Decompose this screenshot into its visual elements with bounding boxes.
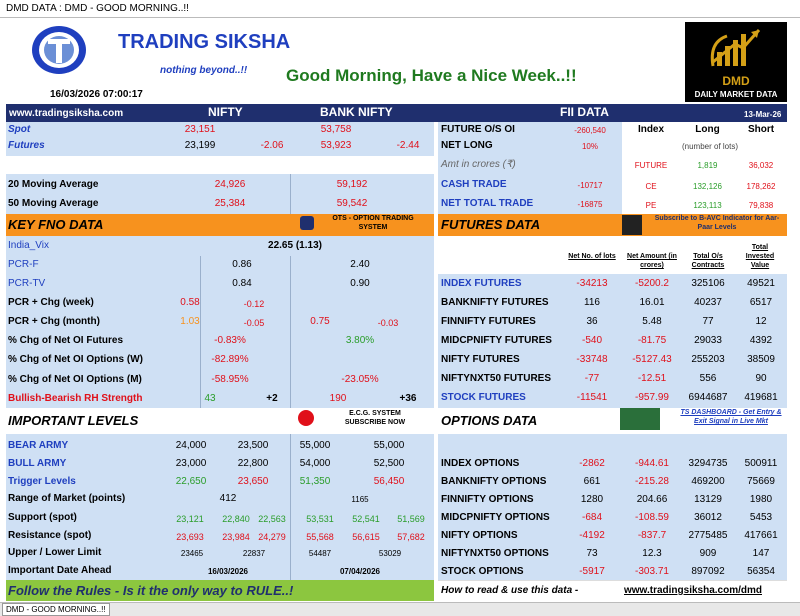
row-total-invested: 419681 [744, 392, 778, 403]
range-nifty: 412 [219, 493, 237, 504]
row-total-invested: 5453 [749, 512, 773, 523]
resistance-bank-3: 57,682 [397, 532, 425, 542]
row-net-lots: -11541 [576, 392, 608, 403]
greeting: Good Morning, Have a Nice Week..!! [286, 66, 577, 85]
long-col-header: Long [695, 124, 720, 135]
resistance-nifty-2: 23,984 [222, 532, 250, 542]
pcr-month-nifty: 1.03 [180, 316, 200, 327]
datetime: 16/03/2026 07:00:17 [50, 89, 143, 100]
fut-oi-value: -260,540 [574, 126, 606, 135]
row-total-invested: 147 [752, 548, 770, 559]
row-total-contracts: 77 [702, 316, 714, 327]
bull-army-label: BULL ARMY [8, 458, 67, 469]
fii-header: FII DATA [560, 105, 609, 119]
row-net-amount: -837.7 [637, 530, 667, 541]
index-row-long: 123,113 [693, 201, 722, 210]
row-net-lots: -77 [584, 373, 600, 384]
bear-nifty-1: 24,000 [175, 440, 207, 451]
row-net-amount: -944.61 [635, 458, 669, 469]
amt-note: Amt in crores (₹) [441, 159, 516, 170]
cash-trade-value: -10717 [577, 181, 603, 190]
spot-label: Spot [8, 124, 31, 135]
rh-banknifty-chg: +36 [399, 393, 417, 404]
row-total-contracts: 556 [699, 373, 717, 384]
row-net-lots: -2862 [579, 458, 605, 469]
row-total-invested: 6517 [749, 297, 773, 308]
bull-bank-2: 52,500 [373, 458, 405, 469]
ts-dashboard-icon [620, 408, 660, 430]
options-row-name: NIFTY OPTIONS [441, 530, 518, 541]
index-row-name: FUTURE [634, 161, 668, 170]
support-nifty-1: 23,121 [176, 514, 204, 524]
bavc-link[interactable]: Subscribe to B-AVC Indicator for Aar-Paar Levels [654, 215, 780, 231]
ma20-nifty: 24,926 [214, 179, 246, 190]
index-col-header: Index [637, 124, 665, 135]
row-total-contracts: 29033 [694, 335, 722, 346]
futures-row-name: STOCK FUTURES [441, 392, 526, 403]
row-net-amount: 204.66 [636, 494, 668, 505]
date-label: Important Date Ahead [8, 565, 112, 576]
dmd-footer-link[interactable]: www.tradingsiksha.com/dmd [624, 585, 762, 596]
futures-banknifty-chg: -2.44 [396, 140, 420, 151]
ma50-banknifty: 59,542 [336, 198, 368, 209]
index-row-name: CE [645, 182, 657, 191]
options-row-name: MIDCPNIFTY OPTIONS [441, 512, 550, 523]
pcr-week-nifty: 0.58 [180, 297, 200, 308]
bear-bank-2: 55,000 [373, 440, 405, 451]
oi-fut-nifty: -0.83% [214, 335, 246, 346]
oi-fut-banknifty: 3.80% [345, 335, 375, 346]
date-banknifty: 07/04/2026 [339, 567, 381, 576]
futures-nifty-chg: -2.06 [260, 140, 284, 151]
row-net-amount: -5200.2 [635, 278, 669, 289]
dmd-logo [685, 22, 787, 102]
banknifty-header: BANK NIFTY [320, 105, 393, 119]
trigger-nifty-2: 23,650 [237, 476, 269, 487]
rh-nifty: 43 [204, 393, 216, 404]
bear-army-label: BEAR ARMY [8, 440, 69, 451]
pcr-month-label: PCR + Chg (month) [8, 316, 100, 327]
limit-nifty-upper: 23465 [180, 549, 204, 558]
range-label: Range of Market (points) [8, 493, 126, 504]
row-net-amount: -215.28 [635, 476, 669, 487]
trigger-bank-1: 51,350 [299, 476, 331, 487]
howto-text: How to read & use this data - [441, 585, 579, 596]
row-total-contracts: 897092 [691, 566, 725, 577]
pcr-week-nifty-chg: -0.12 [243, 299, 265, 309]
row-total-invested: 38509 [747, 354, 775, 365]
row-total-contracts: 13129 [694, 494, 722, 505]
row-total-contracts: 909 [699, 548, 717, 559]
ecg-icon [298, 410, 314, 426]
ots-link[interactable]: OTS - OPTION TRADING SYSTEM [332, 215, 414, 231]
nifty-header: NIFTY [208, 105, 243, 119]
row-net-lots: -4192 [579, 530, 605, 541]
spot-banknifty: 53,758 [320, 124, 352, 135]
row-total-contracts: 40237 [694, 297, 722, 308]
row-net-lots: -684 [581, 512, 602, 523]
row-net-amount: -5127.43 [632, 354, 672, 365]
net-long-label: NET LONG [441, 140, 493, 151]
row-net-amount: 16.01 [639, 297, 665, 308]
ma20-label: 20 Moving Average [8, 179, 99, 190]
row-net-lots: 661 [583, 476, 601, 487]
futures-label: Futures [8, 140, 45, 151]
vix-value: 22.65 (1.13) [268, 240, 322, 251]
row-total-invested: 4392 [749, 335, 773, 346]
row-total-contracts: 325106 [691, 278, 725, 289]
row-total-contracts: 6944687 [688, 392, 728, 403]
trigger-label: Trigger Levels [8, 476, 76, 487]
index-row-long: 1,819 [697, 161, 718, 170]
fut-oi-label: FUTURE O/S OI [441, 124, 515, 135]
index-row-short: 178,262 [746, 182, 776, 191]
index-row-long: 132,126 [693, 182, 722, 191]
pcrtv-label: PCR-TV [8, 278, 46, 289]
header-bar [6, 104, 787, 122]
ots-icon [300, 216, 314, 230]
fii-date: 13-Mar-26 [744, 110, 782, 119]
support-nifty-3: 22,563 [258, 514, 286, 524]
limit-label: Upper / Lower Limit [8, 547, 102, 558]
ma50-nifty: 25,384 [214, 198, 246, 209]
futures-row-name: INDEX FUTURES [441, 278, 522, 289]
row-total-invested: 1980 [749, 494, 773, 505]
row-total-invested: 417661 [744, 530, 778, 541]
support-bank-3: 51,569 [397, 514, 425, 524]
futures-row-name: FINNIFTY FUTURES [441, 316, 536, 327]
row-net-lots: -34213 [576, 278, 608, 289]
col-net-lots: Net No. of lots [568, 253, 616, 260]
futures-nifty: 23,199 [184, 140, 216, 151]
row-net-lots: 116 [584, 297, 600, 308]
bear-nifty-2: 23,500 [237, 440, 269, 451]
oi-optm-banknifty: -23.05% [341, 374, 379, 385]
brand-title: TRADING SIKSHA [118, 31, 291, 53]
key-fno-title: KEY FNO DATA [8, 217, 104, 232]
dmd-logo-text: DMD [722, 74, 750, 88]
spot-nifty: 23,151 [184, 124, 216, 135]
row-total-invested: 90 [755, 373, 767, 384]
short-col-header: Short [747, 124, 775, 135]
pcrtv-banknifty: 0.90 [350, 278, 370, 289]
row-net-lots: -5917 [579, 566, 605, 577]
limit-bank-lower: 53029 [378, 549, 402, 558]
lots-note: (number of lots) [681, 142, 739, 151]
row-net-lots: 73 [586, 548, 598, 559]
pcr-month-banknifty: 0.75 [310, 316, 330, 327]
rh-strength-label: Bullish-Bearish RH Strength [8, 393, 143, 404]
vix-label: India_Vix [8, 240, 49, 251]
ecg-link[interactable]: E.C.G. SYSTEM SUBSCRIBE NOW [344, 410, 406, 426]
row-total-invested: 56354 [747, 566, 775, 577]
bull-nifty-1: 23,000 [175, 458, 207, 469]
net-total-value: -16875 [577, 200, 603, 209]
row-total-invested: 500911 [744, 458, 778, 469]
futures-row-name: MIDCPNIFTY FUTURES [441, 335, 552, 346]
pcr-month-banknifty-chg: -0.03 [377, 318, 399, 328]
tagline: nothing beyond..!! [160, 65, 248, 76]
futures-row-name: NIFTY FUTURES [441, 354, 520, 365]
ma50-label: 50 Moving Average [8, 198, 99, 209]
row-total-contracts: 36012 [694, 512, 722, 523]
limit-bank-upper: 54487 [308, 549, 332, 558]
support-label: Support (spot) [8, 512, 77, 523]
ma20-banknifty: 59,192 [336, 179, 368, 190]
row-total-invested: 75669 [747, 476, 775, 487]
col-net-amount: Net Amount (in crores) [627, 253, 677, 269]
limit-nifty-lower: 22837 [242, 549, 266, 558]
options-row-name: BANKNIFTY OPTIONS [441, 476, 547, 487]
resistance-nifty-1: 23,693 [176, 532, 204, 542]
bull-nifty-2: 22,800 [237, 458, 269, 469]
row-net-amount: -81.75 [637, 335, 667, 346]
row-net-amount: 12.3 [642, 548, 662, 559]
row-total-contracts: 2775485 [688, 530, 728, 541]
trigger-nifty-1: 22,650 [175, 476, 207, 487]
row-net-lots: 1280 [580, 494, 604, 505]
options-row-name: FINNIFTY OPTIONS [441, 494, 534, 505]
cash-trade-label: CASH TRADE [441, 179, 507, 190]
ts-dashboard-link[interactable]: TS DASHBOARD - Get Entry & Exit Signal in Live Mkt [680, 409, 782, 425]
trigger-bank-2: 56,450 [373, 476, 405, 487]
resistance-label: Resistance (spot) [8, 530, 92, 541]
trading-siksha-logo [28, 24, 90, 76]
rh-nifty-chg: +2 [266, 393, 278, 404]
range-banknifty: 1165 [351, 495, 369, 504]
levels-title: IMPORTANT LEVELS [8, 413, 139, 428]
pcrtv-nifty: 0.84 [232, 278, 252, 289]
row-net-amount: 5.48 [642, 316, 662, 327]
row-total-contracts: 3294735 [688, 458, 728, 469]
index-row-short: 36,032 [748, 161, 774, 170]
row-total-invested: 49521 [747, 278, 775, 289]
options-row-name: NIFTYNXT50 OPTIONS [441, 548, 549, 559]
oi-optm-label: % Chg of Net OI Options (M) [8, 374, 142, 385]
dmd-logo-sub: DAILY MARKET DATA [694, 90, 778, 99]
pcrf-nifty: 0.86 [232, 259, 252, 270]
resistance-nifty-3: 24,279 [258, 532, 286, 542]
oi-fut-label: % Chg of Net OI Futures [8, 335, 123, 346]
net-long-value: 10% [581, 142, 598, 151]
net-total-label: NET TOTAL TRADE [441, 198, 534, 209]
futures-banknifty: 53,923 [320, 140, 352, 151]
row-net-amount: -957.99 [635, 392, 669, 403]
resistance-bank-1: 55,568 [306, 532, 334, 542]
taskbar-tab[interactable]: DMD - GOOD MORNING..!! [2, 603, 110, 616]
options-row-name: INDEX OPTIONS [441, 458, 520, 469]
pcrf-banknifty: 2.40 [350, 259, 370, 270]
pcr-week-label: PCR + Chg (week) [8, 297, 94, 308]
resistance-bank-2: 56,615 [352, 532, 380, 542]
row-net-amount: -303.71 [635, 566, 669, 577]
row-net-lots: -33748 [576, 354, 608, 365]
col-total-contracts: Total O/s Contracts [691, 253, 725, 269]
date-nifty: 16/03/2026 [207, 567, 249, 576]
options-title: OPTIONS DATA [441, 413, 538, 428]
index-row-short: 79,838 [748, 201, 774, 210]
bear-bank-1: 55,000 [299, 440, 331, 451]
support-nifty-2: 22,840 [222, 514, 250, 524]
bull-bank-1: 54,000 [299, 458, 331, 469]
row-total-contracts: 469200 [691, 476, 725, 487]
oi-optm-nifty: -58.95% [211, 374, 249, 385]
index-row-name: PE [645, 201, 657, 210]
pcr-month-nifty-chg: -0.05 [243, 318, 265, 328]
pcrf-label: PCR-F [8, 259, 39, 270]
col-total-invested: Total Invested Value [745, 244, 775, 269]
footer-slogan: Follow the Rules - Is it the only way to RULE..! [8, 583, 294, 598]
support-bank-1: 53,531 [306, 514, 334, 524]
support-bank-2: 52,541 [352, 514, 380, 524]
rh-banknifty: 190 [329, 393, 347, 404]
oi-optw-nifty: -82.89% [211, 354, 249, 365]
row-net-lots: 36 [586, 316, 598, 327]
window-title: DMD DATA : DMD - GOOD MORNING..!! [0, 0, 800, 18]
bavc-icon [622, 215, 642, 235]
options-row-name: STOCK OPTIONS [441, 566, 524, 577]
oi-optw-label: % Chg of Net OI Options (W) [8, 354, 143, 365]
futures-row-name: BANKNIFTY FUTURES [441, 297, 549, 308]
row-net-lots: -540 [581, 335, 602, 346]
row-total-contracts: 255203 [691, 354, 725, 365]
row-total-invested: 12 [755, 316, 767, 327]
row-net-amount: -12.51 [637, 373, 667, 384]
row-net-amount: -108.59 [635, 512, 669, 523]
site-link[interactable]: www.tradingsiksha.com [9, 108, 124, 119]
futures-row-name: NIFTYNXT50 FUTURES [441, 373, 552, 384]
futures-data-title: FUTURES DATA [441, 217, 541, 232]
